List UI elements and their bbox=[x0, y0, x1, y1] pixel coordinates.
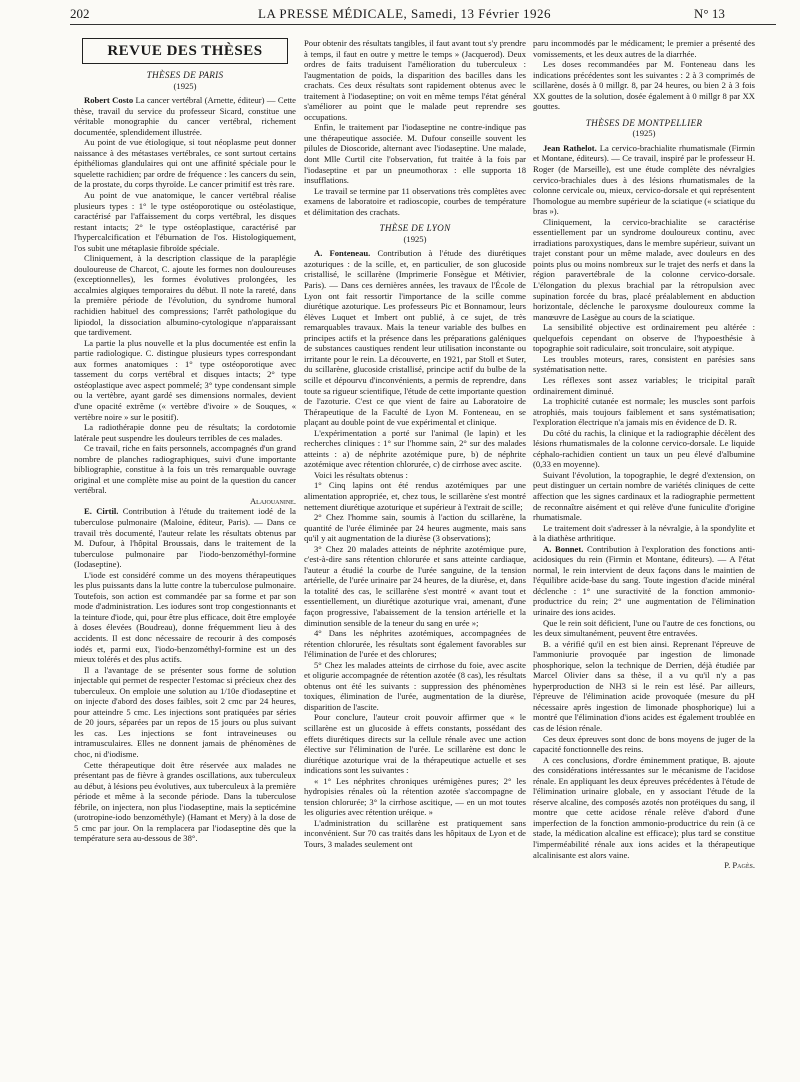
section-year: (1925) bbox=[403, 233, 427, 244]
page-header bbox=[0, 0, 800, 30]
review-author: E. Cirtil. bbox=[84, 506, 119, 517]
paragraph: Cette thérapeutique doit être réservée aux malades ne présentant pas de fièvre à grandes oscillations, aux tuberculeux au début, à lésions peu évolutives, aux tuberculeux à la première période et même à la seconde période. Dans la tuberculose fébrile, on injectera, non plus l'iodaseptine, mais la septicémine (urotropine-iodo benzométhyle) (Hamant et Mery) à la dose de 5 cmc par jour. On la remplacera par l'iodaseptine dès que la température sera au-dessous de 38°. bbox=[74, 759, 296, 844]
review-text: Contribution à l'étude du traitement iodé de la tuberculose pulmonaire (Maloine, éditeur, Paris). — Dans ce travail très documenté, l'auteur relate les résultats obtenus par M. Dufour, à l'hôpital Broussais, dans le traitement de la tuberculose pulmonaire par l'iodo-benzométhyl-formine (Iodaseptine). bbox=[74, 506, 296, 570]
paragraph: L'iode est considéré comme un des moyens thérapeutiques les plus puissants dans la lutte contre la tuberculose pulmonaire. Toutefois, son action est commandée par sa forme et par son mode d'administration. Les iodures sont trop congestionnants et la teinture d'iode, qui, pour être plus efficace, doit être employée à doses élevées (Boudreau), donne fréquemment lieu à des accidents. Il est donc nécessaire de recourir à des composés iodés et, parmi eux, l'iodo-benzométhyl-formine est un des mieux tolérés et des plus actifs. bbox=[74, 569, 296, 665]
paragraph: Cliniquement, à la description classique de la paraplégie douloureuse de Charcot, C. ajoute les formes non douloureuses (exceptionnelles), les formes évolutives prolongées, les accalmies algiques temporaires du début. Il note la rareté, dans la première période de l'évolution, du syndrome humoral rachidien habituel des compressions; l'arrêt pathologique du lipiodol, la dissociation albumino-cytologique n'apparaissant que tardivement. bbox=[74, 253, 296, 338]
paragraph: A ces conclusions, d'ordre éminemment pratique, B. ajoute des considérations intéressantes sur le mécanisme de l'acidose rénale. En appliquant les deux épreuves précédentes à l'étude de l'élimination urinaire globale, en y associant l'étude de la réserve alcaline, des composés azotés non protéiques du sang, il montre que cette acidose rénale relève d'abord d'une imperfection de la fonction ammonio-productrice du rein (à ce stade, la médication alcaline est efficace); plus tard se constitue l'imperméabilité rénale aux ions acides et la thérapeutique alcalinisante est alors vaine. bbox=[533, 754, 755, 860]
paragraph: 1° Cinq lapins ont été rendus azotémiques par une alimentation appropriée, et, chez tous, le scillarène s'est montré nettement diurétique azoturique et supérieur à l'extrait de scille; bbox=[304, 480, 526, 512]
paragraph: Au point de vue anatomique, le cancer vertébral réalise plusieurs types : 1° le type ostéoporotique ou ostéolastique, caractérisé par l'affaissement du corps vertébral, les disques restant intacts; 2° le type ostéoplastique, caractérisé par l'hypercalcification et l'éburnation de l'os. Histologiquement, l'os subit une métaplasie fibroïde spéciale. bbox=[74, 190, 296, 253]
paragraph: Le travail se termine par 11 observations très complètes avec examens de laboratoire et radioscopie, courbes de température et délimitation des crachats. bbox=[304, 185, 526, 217]
header-rule bbox=[70, 24, 776, 25]
review-text: La cervico-brachialite rhumatismale (Firmin et Montane, éditeurs). — Ce travail, inspiré par le professeur H. Roger (de Marseille), est une étude complète des névralgies cervico-brachiales dues à des lésions rhumatismales de la colonne cervicale ou, mieux, cervico-dorsale et qui représentent l'homologue au membre supérieur de la sciatique (« sciatique du bras »). bbox=[533, 142, 755, 217]
section-heading-montpellier: THÈSES DE MONTPELLIER bbox=[585, 117, 703, 128]
review-paragraph bbox=[74, 95, 296, 137]
paragraph: 4° Dans les néphrites azotémiques, accompagnées de rétention chlorurée, les résultats sont également favorables sur l'élimination de l'urée et des chlorures; bbox=[304, 628, 526, 660]
review-text: Contribution à l'exploration des fonctions anti-acidosiques du rein (Firmin et Montane, éditeurs). — A l'état normal, le rein intervient de deux façons dans le maintien de l'équilibre acide-base du sang. Toute ingestion d'acide minéral déclenche : 1° une suractivité de la fonction ammonio-productrice du rein; 2° une augmentation de l'élimination urinaire des ions acides. bbox=[533, 543, 755, 617]
paragraph: « 1° Les néphrites chroniques urémigènes pures; 2° les hydropisies rénales où la rétention azotée s'accompagne de tension chlorurée; 3° la cirrhose ascitique, — en un mot toutes les oliguries avec rétention uréique. » bbox=[304, 775, 526, 818]
paragraph: La radiothérapie donne peu de résultats; la cordotomie latérale peut suspendre les douleurs terribles de ces malades. bbox=[74, 422, 296, 443]
paragraph: L'expérimentation a porté sur l'animal (le lapin) et les recherches cliniques : 1° sur l'homme sain, 2° sur des malades atteints : a) de néphrite azotémique pure, b) de néphrite azotémique avec rétention chlorurée, c) de cirrhose avec ascite. bbox=[304, 427, 526, 470]
review-paragraph bbox=[74, 506, 296, 569]
paragraph: B. a vérifié qu'il en est bien ainsi. Reprenant l'épreuve de l'ammoniurie provoquée par ingestion de limonade phosphorique, selon la technique de Derrien, déjà étudiée par Marcel Olivier dans sa thèse, il a vu qu'il n'y a pas hyperproduction de NH3 si le rein est lésé. Par ailleurs, l'épreuve de l'élimination acide provoquée (mesure du pH nécessaire après ingestion de limonade phosphorique) lui a montré que l'élimination d'ions acides est également troublée en cas de lésion rénale. bbox=[533, 638, 755, 733]
section-heading-paris: THÈSES DE PARIS bbox=[146, 70, 224, 80]
paragraph: La partie la plus nouvelle et la plus documentée est enfin la partie radiologique. C. distingue plusieurs types correspondant aux formes anatomiques : 1° type ostéoporotique avec tassement du corps vertébral et disques intacts; 2° type ostéoplastique avec aspect pommelé; 3° type condensant simple ou la vertèbre, ayant gardé ses dimensions normales, devient d'une opacité extrême (« vertèbre d'ivoire » de Souques, « vertèbre noire » sur le positif). bbox=[74, 337, 296, 422]
paragraph: Voici les résultats obtenus : bbox=[314, 469, 408, 480]
paragraph: Les troubles moteurs, rares, consistent en parésies sans systématisation nette. bbox=[533, 353, 755, 375]
rubric-title: REVUE DES THÈSES bbox=[82, 38, 288, 64]
review-text: Contribution à l'étude des diurétiques azoturiques : de la scille, et, en particulier, de son glucoside cristallisé, le scillarène (Imprimerie Fonsègue et Métivier, Paris). — Dans ces dernières années, les travaux de l'École de Lyon ont fait ressortir l'importance de la scille comme diurétique azoturique. Les professeurs Pic et Bonnamour, leurs élèves Luquet et Imbert ont publié, à ce sujet, de très remarquables travaux. Mais la teneur variable des bulbes en principes actifs et la présence dans les préparations galéniques de substances caustiques rendent leur utilisation inconstante ou irritante pour le rein. La découverte, en 1921, par Stoll et Suter, du scillarène, glucoside cristallisé, principe actif du bulbe de la scille et dépourvu d'inconvénients, a permis de reprendre, dans toute sa rigueur scientifique, l'étude de cette importante question de l'azoturie. C'est ce que vient de faire au Laboratoire de Thérapeutique de la Faculté de Lyon M. Fonteneau, en se plaçant au double point de vue expérimental et clinique. bbox=[304, 248, 526, 428]
column-2 bbox=[304, 38, 526, 1073]
review-paragraph bbox=[304, 248, 526, 427]
review-author: Jean Rathelot. bbox=[543, 142, 597, 153]
paragraph: La sensibilité objective est ordinairement peu altérée : quelquefois cependant on observe de l'hypoesthésie à topographie soit radiculaire, soit tronculaire, soit atypique. bbox=[533, 322, 755, 354]
section-year: (1925) bbox=[173, 80, 197, 91]
review-author: Robert Costo bbox=[84, 95, 134, 106]
reviewer-signature: Alajouanine. bbox=[249, 495, 296, 506]
paragraph: Ce travail, riche en faits personnels, accompagnés d'un grand nombre de planches radiographiques, suivi d'une importante bibliographie, constitue à la fois un très remarquable ouvrage original et une complète mise au point de la question du cancer vertébral. bbox=[74, 443, 296, 496]
paragraph: Pour obtenir des résultats tangibles, il faut avant tout s'y prendre à temps, il faut en outre y mettre le temps » (Jacquerod). Deux ordres de faits traduisent l'amélioration du tuberculeux : l'augmentation de poids, la disparition des bacilles dans les crachats. Ces deux résultats sont rapidement obtenus avec le traitement à l'iodaseptine; on voit en même temps l'état général s'améliorer au point que le malade peut reprendre ses occupations. bbox=[304, 38, 526, 122]
paragraph: Il a l'avantage de se présenter sous forme de solution injectable qui permet de respecter l'estomac si précieux chez des tuberculeux. On emploie une solution au 1/10e d'iodaseptine et on injecte d'abord des doses faibles, soit 2 cmc par 24 heures, pour atteindre 5 cmc. Les injections sont pratiquées par séries de 20 jours, séparées par un repos de 15 jours ou plus suivant les cas. Les injections se font intraveineuses ou intramusculaires. Elles ne donnent jamais de phénomènes de choc, ni d'iodisme. bbox=[74, 664, 296, 759]
review-author: A. Fonteneau. bbox=[314, 248, 371, 259]
paragraph: 3° Chez 20 malades atteints de néphrite azotémique pure, c'est-à-dire sans rétention chlorurée et sans atteinte cardiaque, l'auteur a étudié la courbe de l'urée sanguine, de la tension artérielle, de l'urée urinaire par 24 heures, de la diurèse, et, dans la totalité des cas, le scillarène s'est montré « avant tout et essentiellement, un diurétique azoturique vrai, amenant, d'une façon progressive, l'abaissement de la tension artérielle et la diminution sensible de la teneur du sang en urée »; bbox=[304, 543, 526, 628]
paragraph: 2° Chez l'homme sain, soumis à l'action du scillarène, la quantité de l'urée éliminée par 24 heures augmente, mais sans qu'il y ait augmentation de la diurèse (3 observations); bbox=[304, 512, 526, 544]
issue-number: N° 13 bbox=[694, 6, 725, 21]
paragraph: 5° Chez les malades atteints de cirrhose du foie, avec ascite et oligurie accompagnée de rétention azotée (8 cas), les résultats obtenus ont été les suivants : suppression des phénomènes toxiques, élimination de l'urée, augmentation de la diurèse, disparition de l'ascite. bbox=[304, 659, 526, 712]
paragraph: Ces deux épreuves sont donc de bons moyens de juger de la capacité fonctionnelle des reins. bbox=[533, 733, 755, 755]
paragraph: Que le rein soit déficient, l'une ou l'autre de ces fonctions, ou les deux simultanément, peuvent être entravées. bbox=[533, 617, 755, 639]
paragraph: Le traitement doit s'adresser à la névralgie, à la spondylite et à la diathèse arthritique. bbox=[533, 522, 755, 544]
paragraph: Les doses recommandées par M. Fonteneau dans les indications précédentes sont les suivantes : 2 à 3 comprimés de scillarène, dosés à 0 millgr. 8, par 24 heures, ou bien 2 à 3 fois XX gouttes de la solution, dosée également à 0 millgr 8 par XX gouttes. bbox=[533, 59, 755, 112]
review-paragraph bbox=[533, 544, 755, 618]
page-number: 202 bbox=[70, 6, 90, 21]
journal-title: LA PRESSE MÉDICALE, Samedi, 13 Février 1926 bbox=[258, 6, 552, 21]
review-paragraph bbox=[533, 143, 755, 217]
paragraph: Cliniquement, la cervico-brachialite se caractérise essentiellement par un syndrome douloureux continu, avec irradiations paroxystiques, dans le membre supérieur, suivant un trajet constant pour un même malade, avec douleurs en des points plus ou moins nombreux sur le trajet des nerfs et dans la région paravertébrale de la colonne cervico-dorsale. L'élongation du plexus brachial par la rétropulsion avec supination forcée du bras, placé préalablement en abduction horizontale, déclenche le paroxysme douloureux comme la manœuvre de Lasègue au cours de la sciatique. bbox=[533, 216, 755, 322]
paragraph: La trophicité cutanée est normale; les muscles sont parfois atrophiés, mais toujours faiblement et sans systématisation; l'exploration électrique n'a jamais mis en évidence de D. R. bbox=[533, 396, 755, 428]
paragraph: Enfin, le traitement par l'iodaseptine ne contre-indique pas une thérapeutique associée. M. Dufour conseille souvent les pilules de Dioscoride, alternant avec l'iodaseptine. Une malade, dont Mlle Curtil cite l'observation, fut traitée à la fois par l'iodaseptine et par un pneumothorax : elle supporta 18 insufflations. bbox=[304, 122, 526, 186]
paragraph: L'administration du scillarène est pratiquement sans inconvénient. Sur 70 cas traités dans les hôpitaux de Lyon et de Tours, 3 malades seulement ont bbox=[304, 817, 526, 850]
paragraph: Au point de vue étiologique, si tout néoplasme peut donner naissance à des métastases vertébrales, ce sont surtout certains épithéliomas glandulaires qui ont une affinité spéciale pour le squelette rachidien; par ordre de fréquence : les cancers du sein, de la prostate, du corps thyroïde. Le cancer primitif est très rare. bbox=[74, 137, 296, 190]
paragraph: Les réflexes sont assez variables; le tricipital paraît ordinairement diminué. bbox=[533, 374, 755, 396]
paragraph: paru incommodés par le médicament; le premier a présenté des vomissements, et les deux autres de la diarrhée. bbox=[533, 38, 755, 59]
reviewer-signature: P. Pagès. bbox=[724, 860, 755, 871]
review-author: A. Bonnet. bbox=[543, 543, 584, 554]
column-3 bbox=[533, 38, 755, 1073]
section-heading-lyon: THÈSE DE LYON bbox=[379, 223, 451, 234]
column-1 bbox=[74, 38, 296, 1073]
paragraph: Pour conclure, l'auteur croit pouvoir affirmer que « le scillarène est un glucoside à effets constants, possédant des effets diurétiques directs sur la cellule rénale avec une action élective sur l'élimination de l'urée. Le scillarène est donc le diurétique azoturique vrai de la thérapeutique actuelle et ses indications sont les suivantes : bbox=[304, 712, 526, 776]
section-year: (1925) bbox=[632, 128, 656, 139]
paragraph: Du côté du rachis, la clinique et la radiographie décèlent des lésions rhumatismales de la colonne cervico-dorsale. Le liquide céphalo-rachidien contient un taux un peu élevé d'albumine (0,33 en moyenne). bbox=[533, 427, 755, 470]
review-text: La cancer vertébral (Arnette, éditeur) — Cette thèse, travail du service du professeur Sicard, constitue une véritable monographie du cancer vertébral, richement documentée, splendidement illustrée. bbox=[74, 95, 296, 137]
paragraph: Suivant l'évolution, la topographie, le degré d'extension, on peut distinguer un certain nombre de variétés cliniques de cette affection que les signes cardinaux et la radiographie permettent de reconnaître aisément et qui relève d'une funiculite d'origine rhumatismale. bbox=[533, 469, 755, 523]
